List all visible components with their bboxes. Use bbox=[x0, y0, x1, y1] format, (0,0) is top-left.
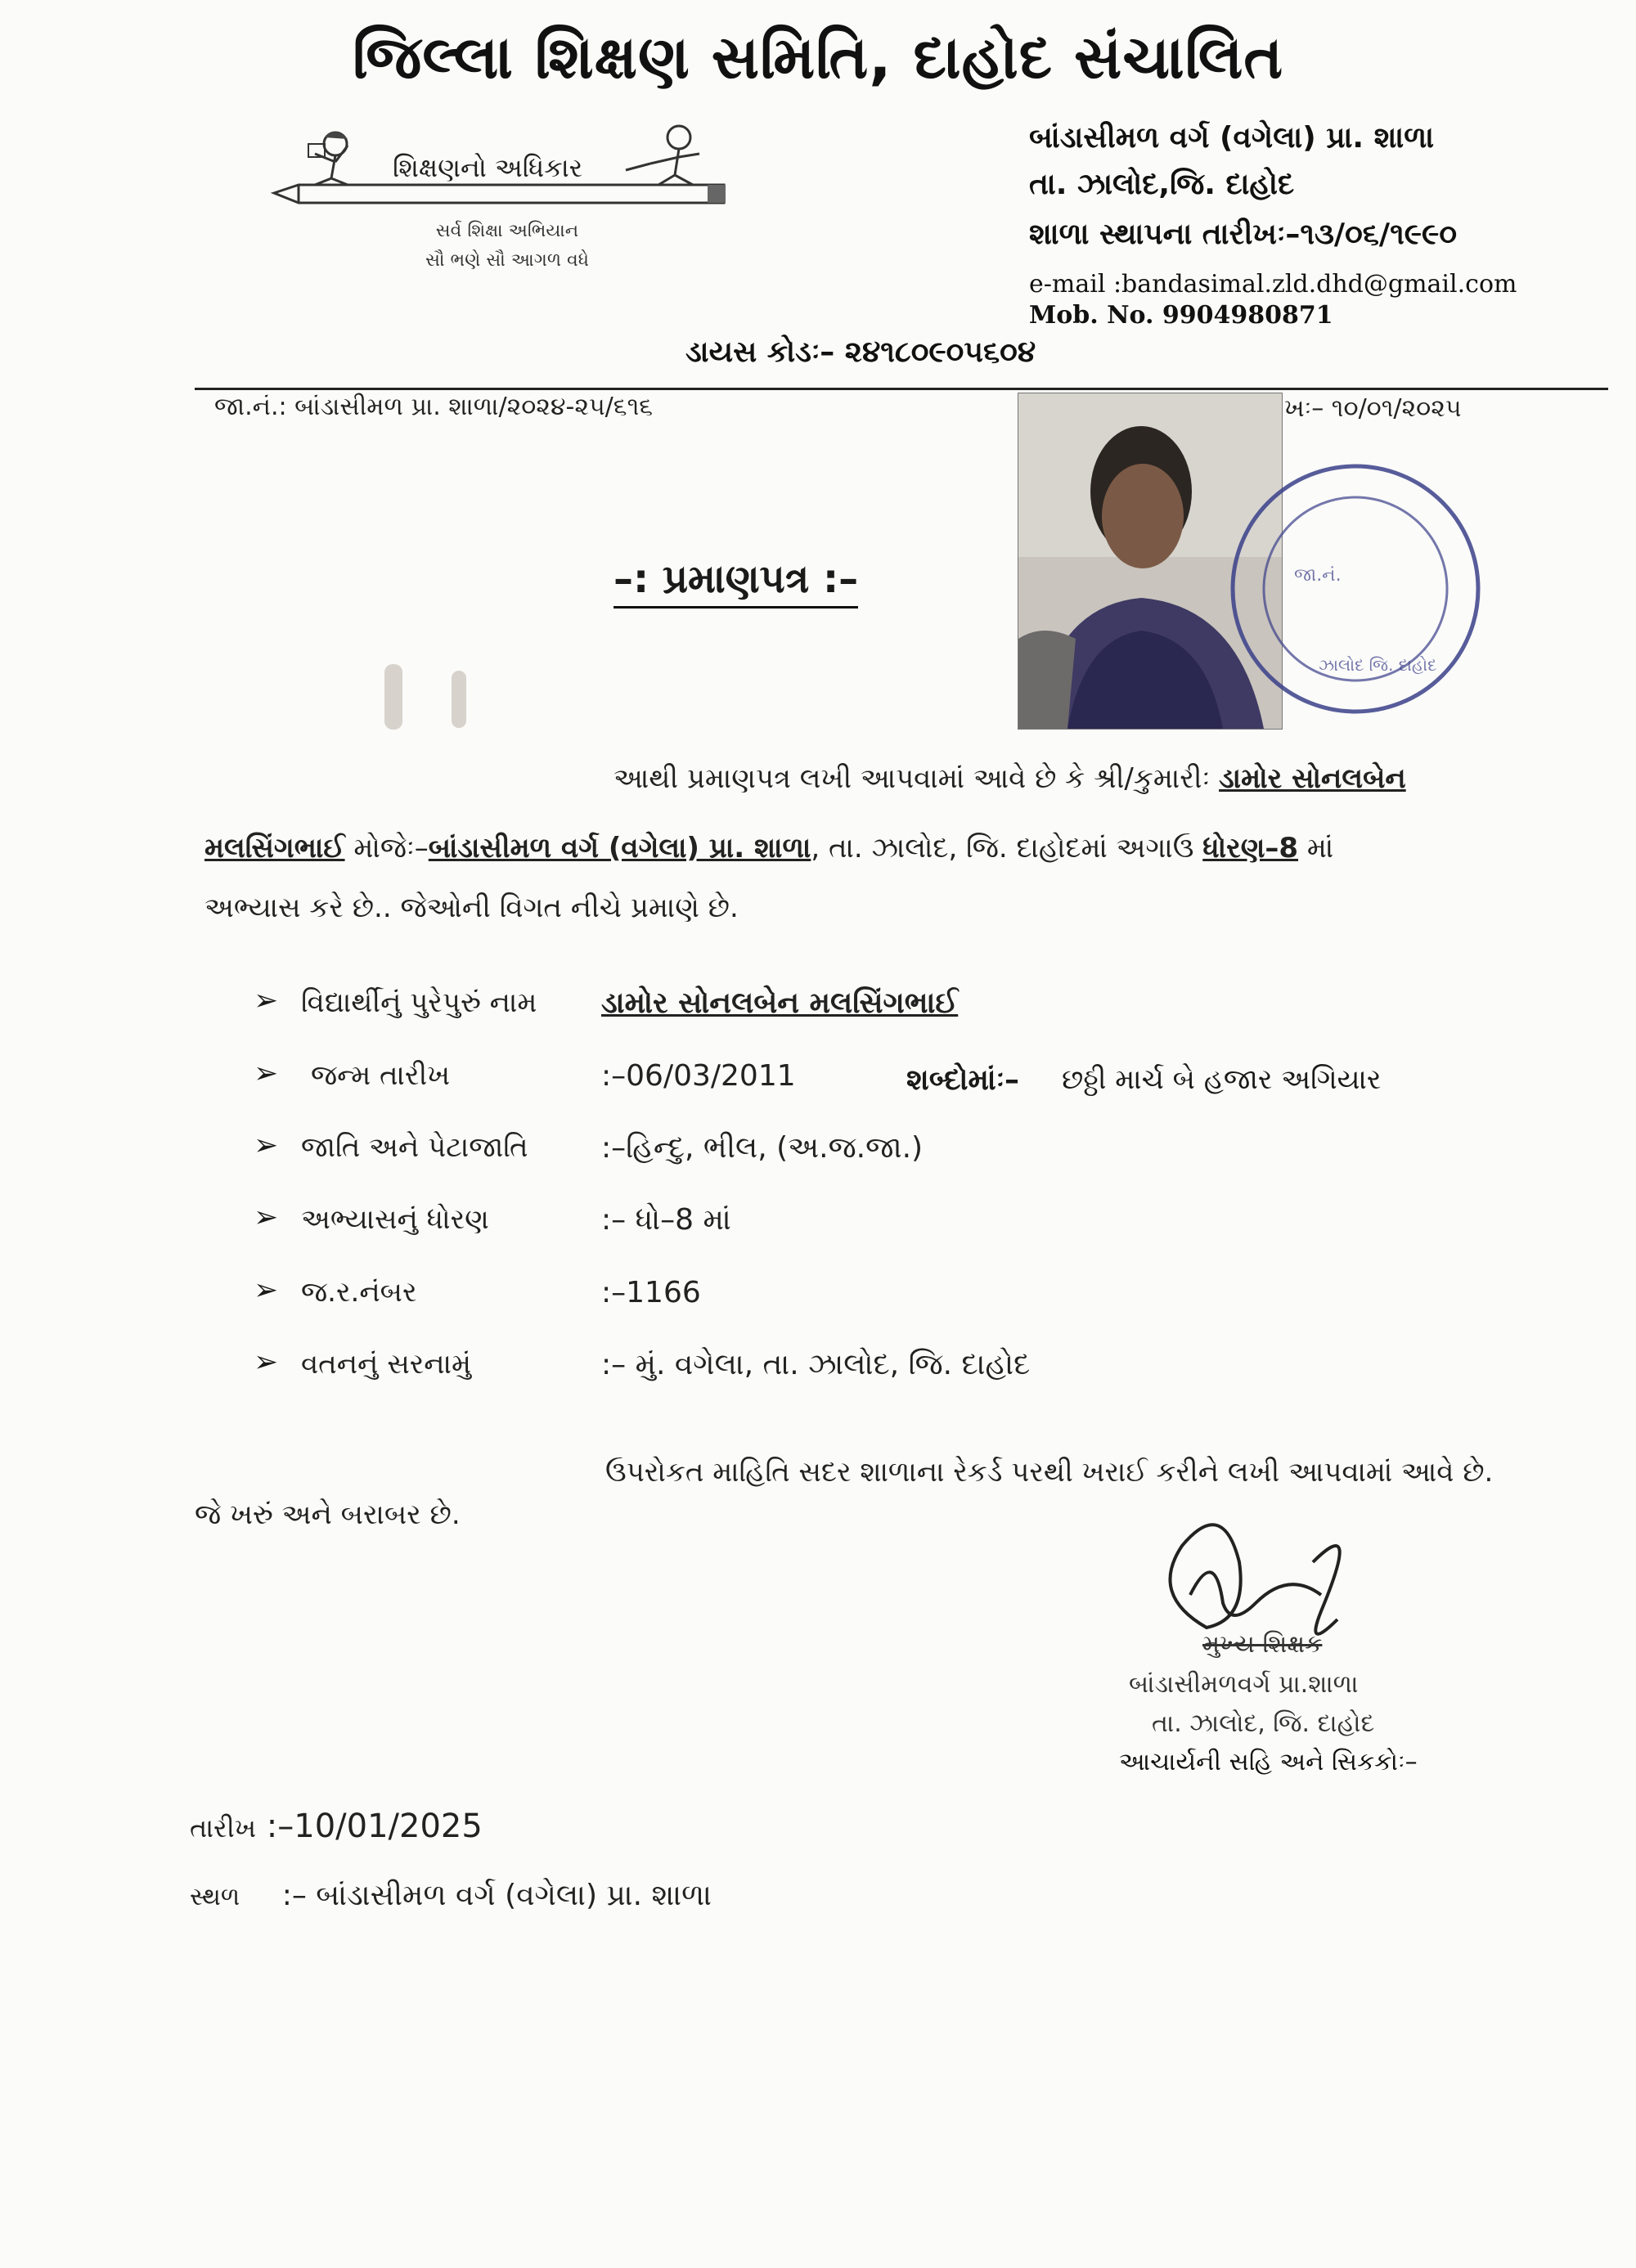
school-established: શાળા સ્થાપના તારીખઃ–૧૩/૦૬/૧૯૯૦ bbox=[1029, 218, 1457, 251]
reference-number: જા.નં.: બાંડાસીમળ પ્રા. શાળા/૨૦૨૪-૨૫/૬૧૬ bbox=[214, 393, 654, 421]
closing-line-2: જે ખરું અને બરાબર છે. bbox=[195, 1498, 461, 1531]
mauje-label: મોજેઃ– bbox=[344, 832, 429, 865]
dise-code: ડાયસ કોડઃ– ૨૪૧૮૦૯૦૫૬૦૪ bbox=[685, 335, 1036, 369]
signature-caption: આચાર્યની સહિ અને સિકકોઃ– bbox=[1119, 1748, 1418, 1776]
location-text: , તા. ઝાલોદ, જિ. દાહોદમાં અગાઉ bbox=[811, 832, 1203, 865]
bullet-arrow-icon: ➢ bbox=[254, 1129, 279, 1162]
student-name-part1: ડામોર સોનલબેન bbox=[1219, 762, 1406, 795]
words-value: છઠ્ઠી માર્ચ બે હજાર અગિયાર bbox=[1062, 1063, 1382, 1096]
para-intro: આથી પ્રમાણપત્ર લખી આપવામાં આવે છે કે શ્રી/કુમારીઃ bbox=[614, 762, 1211, 795]
logo-text: શિક્ષણનો અધિકાર bbox=[393, 152, 583, 183]
stamp-line-2: બાંડાસીમળવર્ગ પ્રા.શાળા bbox=[1129, 1670, 1359, 1699]
faint-mark bbox=[452, 671, 466, 728]
svg-text:જા.નં.: જા.નં. bbox=[1294, 565, 1342, 586]
school-seal bbox=[1220, 458, 1490, 728]
logo-caption-1: સર્વ શિક્ષા અભિયાન bbox=[435, 221, 579, 241]
bullet-arrow-icon: ➢ bbox=[254, 984, 279, 1017]
reference-date: ખઃ– ૧૦/૦૧/૨૦૨૫ bbox=[1284, 394, 1462, 423]
faint-mark bbox=[384, 664, 402, 730]
footer-date-value: :–10/01/2025 bbox=[266, 1808, 483, 1845]
detail-value-standard: :– ધો–8 માં bbox=[601, 1203, 731, 1237]
student-name-part2: મલસિંગભાઈ bbox=[204, 832, 345, 865]
detail-value-caste: :–હિન્દુ, ભીલ, (અ.જ.જા.) bbox=[601, 1131, 924, 1165]
principal-signature bbox=[1133, 1497, 1476, 1693]
detail-label-address: વતનનું સરનામું bbox=[301, 1348, 471, 1381]
standard-ref: ધોરણ–8 bbox=[1202, 832, 1299, 865]
footer-date bbox=[190, 1808, 483, 1845]
school-ref: બાંડાસીમળ વર્ગ (વગેલા) પ્રા. શાળા bbox=[428, 832, 811, 865]
standard-suffix: માં bbox=[1298, 832, 1334, 865]
words-label: શબ્દોમાંઃ– bbox=[906, 1063, 1020, 1097]
detail-label-dob: જન્મ તારીખ bbox=[311, 1059, 451, 1092]
school-name: બાંડાસીમળ વર્ગ (વગેલા) પ્રા. શાળા bbox=[1029, 121, 1435, 155]
detail-value-address: :– મું. વગેલા, તા. ઝાલોદ, જિ. દાહોદ bbox=[601, 1348, 1031, 1381]
bullet-arrow-icon: ➢ bbox=[254, 1057, 279, 1090]
stamp-line-3: તા. ઝાલોદ, જિ. દાહોદ bbox=[1152, 1709, 1375, 1738]
stamp-line-1: મુખ્ય શિક્ષક bbox=[1202, 1630, 1323, 1659]
footer-place-value: :– બાંડાસીમળ વર્ગ (વગેલા) પ્રા. શાળા bbox=[281, 1879, 712, 1912]
school-mobile: Mob. No. 9904980871 bbox=[1029, 301, 1333, 330]
footer-place bbox=[190, 1879, 712, 1913]
header-divider bbox=[195, 388, 1608, 390]
footer-place-label: સ્થળ bbox=[190, 1883, 240, 1911]
detail-label-caste: જાતિ અને પેટાજાતિ bbox=[301, 1131, 528, 1164]
detail-value-dob: :–06/03/2011 bbox=[601, 1059, 796, 1093]
para-line-3: અભ્યાસ કરે છે.. જેઓની વિગત નીચે પ્રમાણે છે. bbox=[204, 891, 739, 924]
detail-label-name: વિદ્યાર્થીનું પુરેપુરું નામ bbox=[301, 986, 537, 1019]
school-email: e-mail :bandasimal.zld.dhd@gmail.com bbox=[1029, 270, 1517, 299]
footer-date-label: તારીખ bbox=[190, 1812, 257, 1844]
document-title: જિલ્લા શિક્ષણ સમિતિ, દાહોદ સંચાલિત bbox=[352, 23, 1284, 92]
school-taluka: તા. ઝાલોદ,જિ. દાહોદ bbox=[1029, 168, 1295, 201]
detail-value-name: ડામોર સોનલબેન મલસિંગભાઈ bbox=[601, 986, 959, 1020]
detail-value-gr-number: :–1166 bbox=[601, 1276, 701, 1309]
detail-label-standard: અભ્યાસનું ધોરણ bbox=[301, 1203, 489, 1236]
closing-line-1: ઉપરોકત માહિતિ સદર શાળાના રેકર્ડ પરથી ખરાઈ કરીને લખી આપવામાં આવે છે. bbox=[605, 1456, 1494, 1489]
para-line-2 bbox=[204, 832, 1333, 865]
certificate-title: –: પ્રમાણપત્ર :– bbox=[614, 556, 858, 609]
logo-caption-2: સૌ ભણે સૌ આગળ વધે bbox=[425, 250, 589, 271]
detail-label-gr-number: જ.ર.નંબર bbox=[301, 1276, 417, 1309]
svg-text:ઝાલોદ જિ. દાહોદ: ઝાલોદ જિ. દાહોદ bbox=[1319, 655, 1437, 675]
para-line-1 bbox=[614, 762, 1406, 795]
bullet-arrow-icon: ➢ bbox=[254, 1345, 279, 1379]
bullet-arrow-icon: ➢ bbox=[254, 1201, 279, 1234]
bullet-arrow-icon: ➢ bbox=[254, 1273, 279, 1307]
